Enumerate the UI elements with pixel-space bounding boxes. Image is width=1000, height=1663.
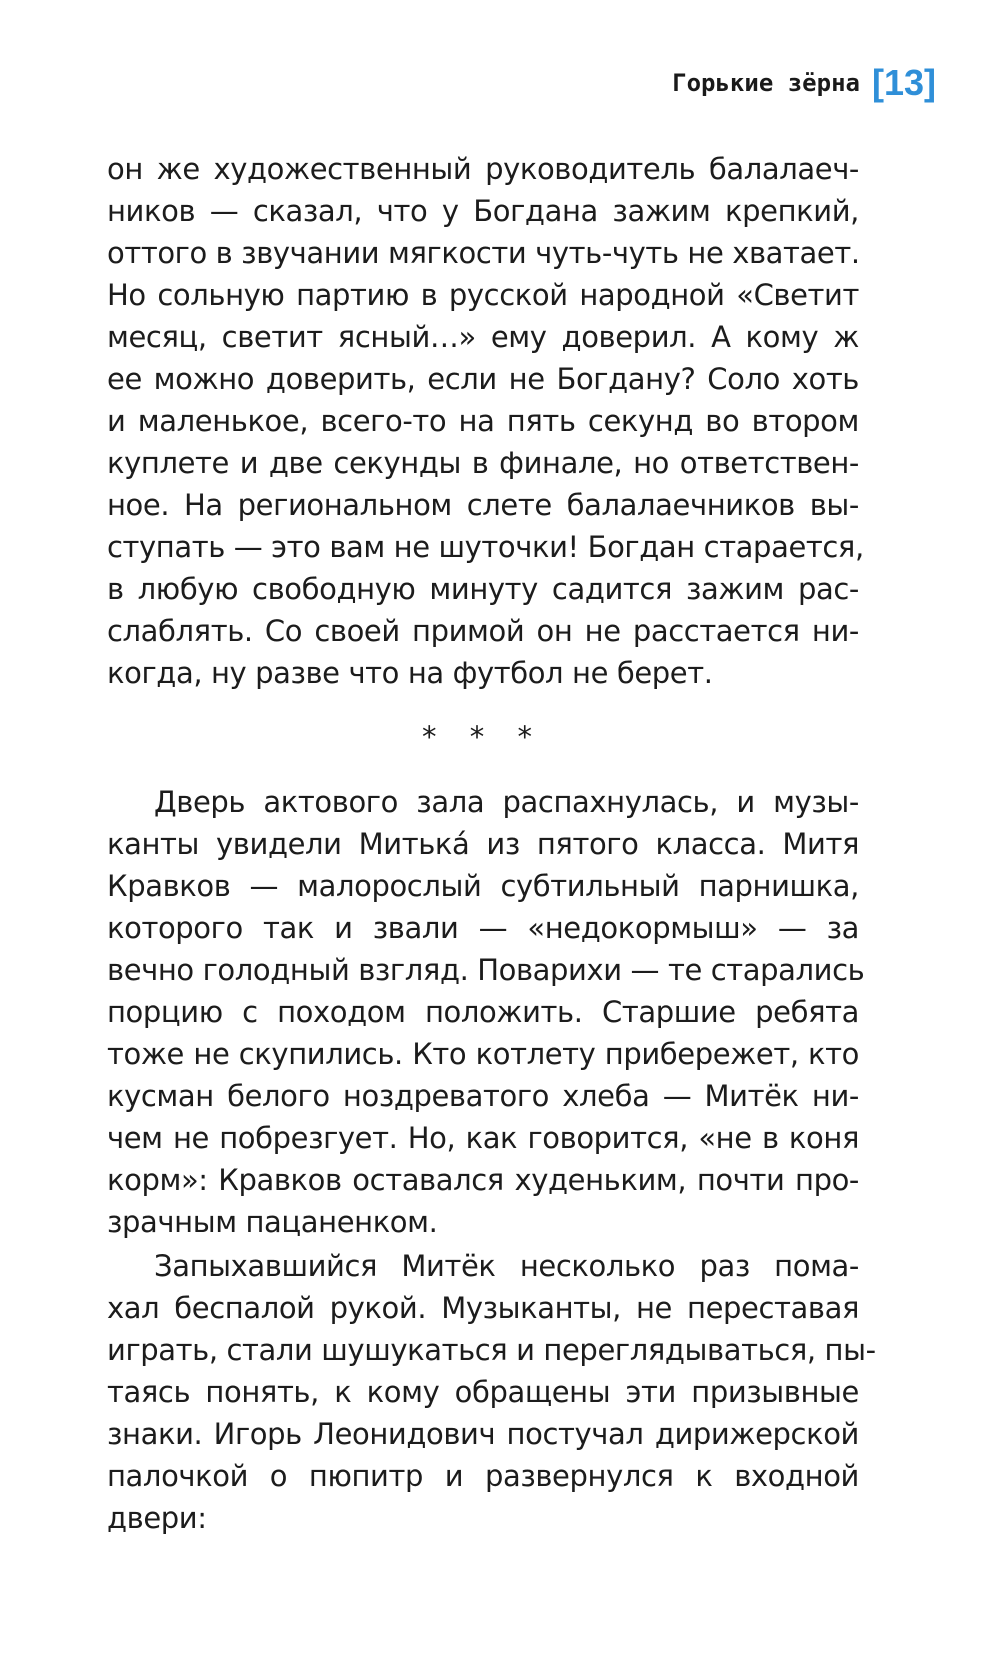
text-line: ников — сказал, что у Богдана зажим крепкий, xyxy=(107,194,859,228)
text-line: Кравков — малорослый субтильный парнишка, xyxy=(107,869,859,903)
text-line: он же художественный руководитель балалаеч- xyxy=(107,152,859,186)
text-line: хал беспалой рукой. Музыканты, не переставая xyxy=(107,1291,859,1325)
text-line: порцию с походом положить. Старшие ребята xyxy=(107,995,859,1029)
text-line: ступать — это вам не шуточки! Богдан старается, xyxy=(107,530,864,564)
paragraph-continued xyxy=(107,148,864,694)
text-line: куплете и две секунды в финале, но ответствен- xyxy=(107,446,859,480)
text-line: ное. На региональном слете балалаечников вы- xyxy=(107,488,859,522)
text-line: Дверь актового зала распахнулась, и музы- xyxy=(154,785,859,819)
text-line: месяц, светит ясный…» ему доверил. А кому ж xyxy=(107,320,859,354)
text-line: и маленькое, всего-то на пять секунд во втором xyxy=(107,404,859,438)
book-title: Горькие зёрна xyxy=(672,69,860,97)
text-line: чем не побрезгует. Но, как говорится, «не в коня xyxy=(107,1121,859,1155)
text-line: оттого в звучании мягкости чуть-чуть не хватает. xyxy=(107,236,860,270)
text-line: тоже не скупились. Кто котлету прибережет, кто xyxy=(107,1037,859,1071)
text-line: ее можно доверить, если не Богдану? Соло хоть xyxy=(107,362,859,396)
text-line: канты увидели Митька́ из пятого класса. Митя xyxy=(107,827,859,861)
text-line: вечно голодный взгляд. Поварихи — те старались xyxy=(107,953,865,987)
text-line: играть, стали шушукаться и переглядываться, пы- xyxy=(107,1333,876,1367)
paragraph xyxy=(107,1245,876,1539)
text-line: кусман белого ноздреватого хлеба — Митёк ни- xyxy=(107,1079,859,1113)
text-line: таясь понять, к кому обращены эти призывные xyxy=(107,1375,859,1409)
text-line: которого так и звали — «недокормыш» — за xyxy=(107,911,859,945)
text-line: Но сольную партию в русской народной «Светит xyxy=(107,278,859,312)
text-line: палочкой о пюпитр и развернулся к входной xyxy=(107,1459,859,1493)
running-head xyxy=(672,62,936,104)
text-line: знаки. Игорь Леонидович постучал дирижерской xyxy=(107,1417,859,1451)
text-line: зрачным пацаненком. xyxy=(107,1205,438,1239)
page-number: [13] xyxy=(871,62,936,103)
text-line: Запыхавшийся Митёк несколько раз пома- xyxy=(154,1249,859,1283)
text-line: корм»: Кравков оставался худеньким, почти про- xyxy=(107,1163,859,1197)
text-line: двери: xyxy=(107,1501,207,1535)
section-separator: * * * xyxy=(422,720,544,754)
paragraph xyxy=(107,781,865,1243)
text-line: в любую свободную минуту садится зажим рас- xyxy=(107,572,859,606)
text-line: слаблять. Со своей примой он не расстается ни- xyxy=(107,614,859,648)
text-line: когда, ну разве что на футбол не берет. xyxy=(107,656,713,690)
